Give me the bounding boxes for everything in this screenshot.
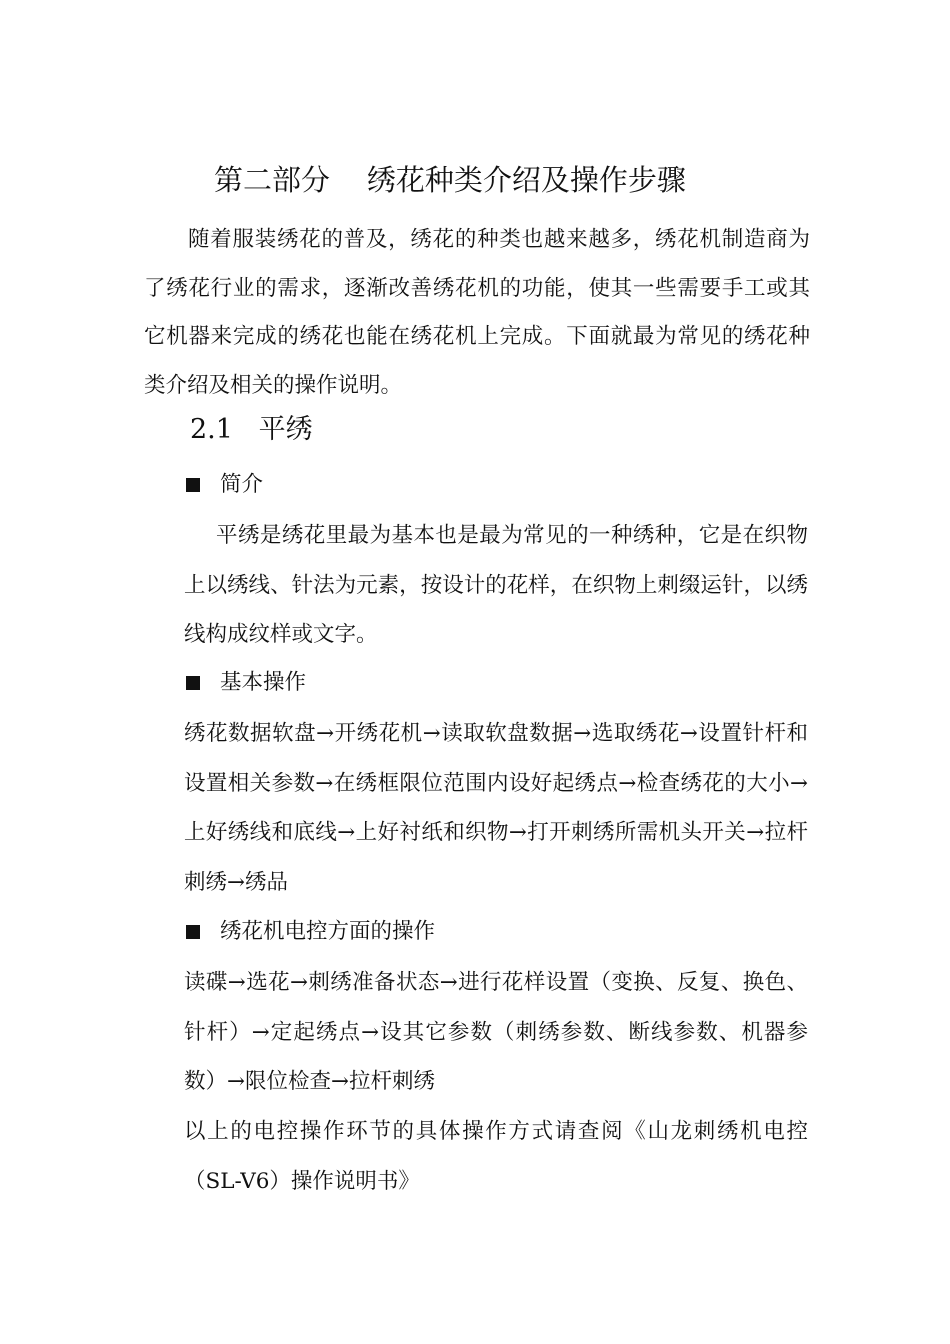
basic-operation-paragraph: 绣花数据软盘→开绣花机→读取软盘数据→选取绣花→设置针杆和设置相关参数→在绣框限位范围内设好起绣点→检查绣花的大小→上好绣线和底线→上好衬纸和织物→打开刺绣所需机头开关→拉杆刺绣→绣品 xyxy=(184,721,808,895)
bullet-control-operation xyxy=(186,916,435,948)
black-square-bullet-icon xyxy=(186,478,200,492)
intro-paragraph: 随着服装绣花的普及，绣花的种类也越来越多，绣花机制造商为了绣花行业的需求，逐渐改善绣花机的功能，使其一些需要手工或其它机器来完成的绣花也能在绣花机上完成。下面就最为常见的绣花种类介绍及相关的操作说明。 xyxy=(144,227,810,398)
intro-text-paragraph: 平绣是绣花里最为基本也是最为常见的一种绣种，它是在织物上以绣线、针法为元素，按设计的花样，在织物上刺缀运针，以绣线构成纹样或文字。 xyxy=(184,523,808,647)
bullet-basic-operation-label: 基本操作 xyxy=(220,670,307,695)
black-square-bullet-icon xyxy=(186,676,200,690)
page-title: 第二部分 绣花种类介绍及操作步骤 xyxy=(214,163,686,197)
section-heading: 2.1 平绣 xyxy=(190,414,313,445)
control-operation-paragraph: 读碟→选花→刺绣准备状态→进行花样设置（变换、反复、换色、针杆）→定起绣点→设其它参数（刺绣参数、断线参数、机器参数）→限位检查→拉杆刺绣 xyxy=(184,970,808,1094)
manual-note-paragraph: 以上的电控操作环节的具体操作方式请查阅《山龙刺绣机电控（SL-V6）操作说明书》 xyxy=(184,1119,808,1194)
bullet-intro-label: 简介 xyxy=(220,472,264,497)
bullet-control-operation-label: 绣花机电控方面的操作 xyxy=(220,919,436,944)
black-square-bullet-icon xyxy=(186,925,200,939)
bullet-basic-operation xyxy=(186,667,306,699)
bullet-intro xyxy=(186,469,263,501)
